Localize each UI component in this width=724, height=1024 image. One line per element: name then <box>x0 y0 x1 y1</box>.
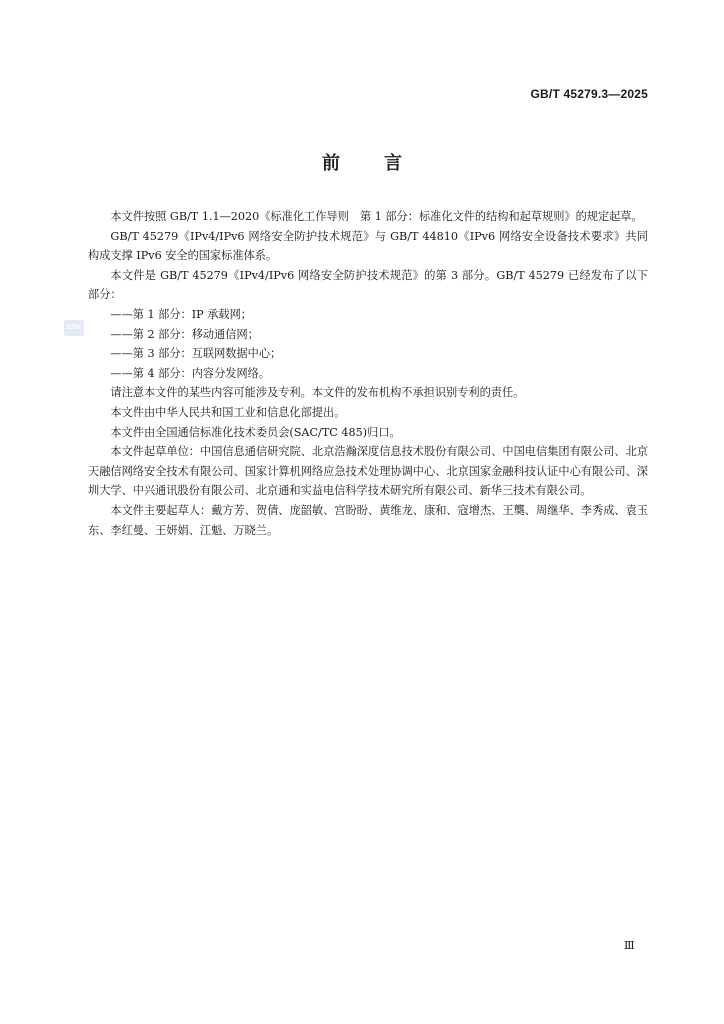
paragraph-patent-notice: 请注意本文件的某些内容可能涉及专利。本文件的发布机构不承担识别专利的责任。 <box>110 386 525 400</box>
watermark-logo: SZNC <box>64 320 84 336</box>
paragraph-drafting-rules: 本文件按照 GB/T 1.1—2020《标准化工作导则 第 1 部分：标准化文件的结构和起草规则》的规定起草。 <box>110 210 643 223</box>
paragraph-standard-system: GB/T 45279《IPv4/IPv6 网络安全防护技术规范》与 GB/T 44810《IPv6 网络安全设备技术要求》共同构成支撑 IPv6 安全的国家标准体系。 <box>88 229 648 263</box>
standard-number: GB/T 45279.3—2025 <box>530 87 648 101</box>
paragraph-drafting-organizations: 本文件起草单位：中国信息通信研究院、北京浩瀚深度信息技术股份有限公司、中国电信集团有限公司、北京天融信网络安全技术有限公司、国家计算机网络应急技术处理协调中心、北京国家金融科技认证中心有限公司、深圳大学、中兴通讯股份有限公司、北京通和实益电信科学技术研究所有限公司、新华三技术有限公司。 <box>88 445 648 498</box>
foreword-body <box>88 207 648 540</box>
list-item-part-2: ——第 2 部分：移动通信网； <box>110 327 259 341</box>
paragraph-drafters: 本文件主要起草人：戴方芳、贺倩、庞韶敏、宫盼盼、黄维龙、康和、寇增杰、王龑、周继华、李秀成、袁玉东、李红曼、王妍娟、江魁、万晓兰。 <box>88 503 648 537</box>
page-title: 前言 <box>322 153 446 174</box>
list-item-part-1: ——第 1 部分：IP 承载网； <box>110 307 252 321</box>
paragraph-part-info: 本文件是 GB/T 45279《IPv4/IPv6 网络安全防护技术规范》的第 3 部分。GB/T 45279 已经发布了以下部分： <box>88 268 648 302</box>
list-item-part-4: ——第 4 部分：内容分发网络。 <box>110 366 271 380</box>
paragraph-technical-committee: 本文件由全国通信标准化技术委员会(SAC/TC 485)归口。 <box>110 425 401 439</box>
list-item-part-3: ——第 3 部分：互联网数据中心； <box>110 347 282 361</box>
paragraph-proposer: 本文件由中华人民共和国工业和信息化部提出。 <box>110 405 346 419</box>
page-number: Ⅲ <box>624 939 635 952</box>
